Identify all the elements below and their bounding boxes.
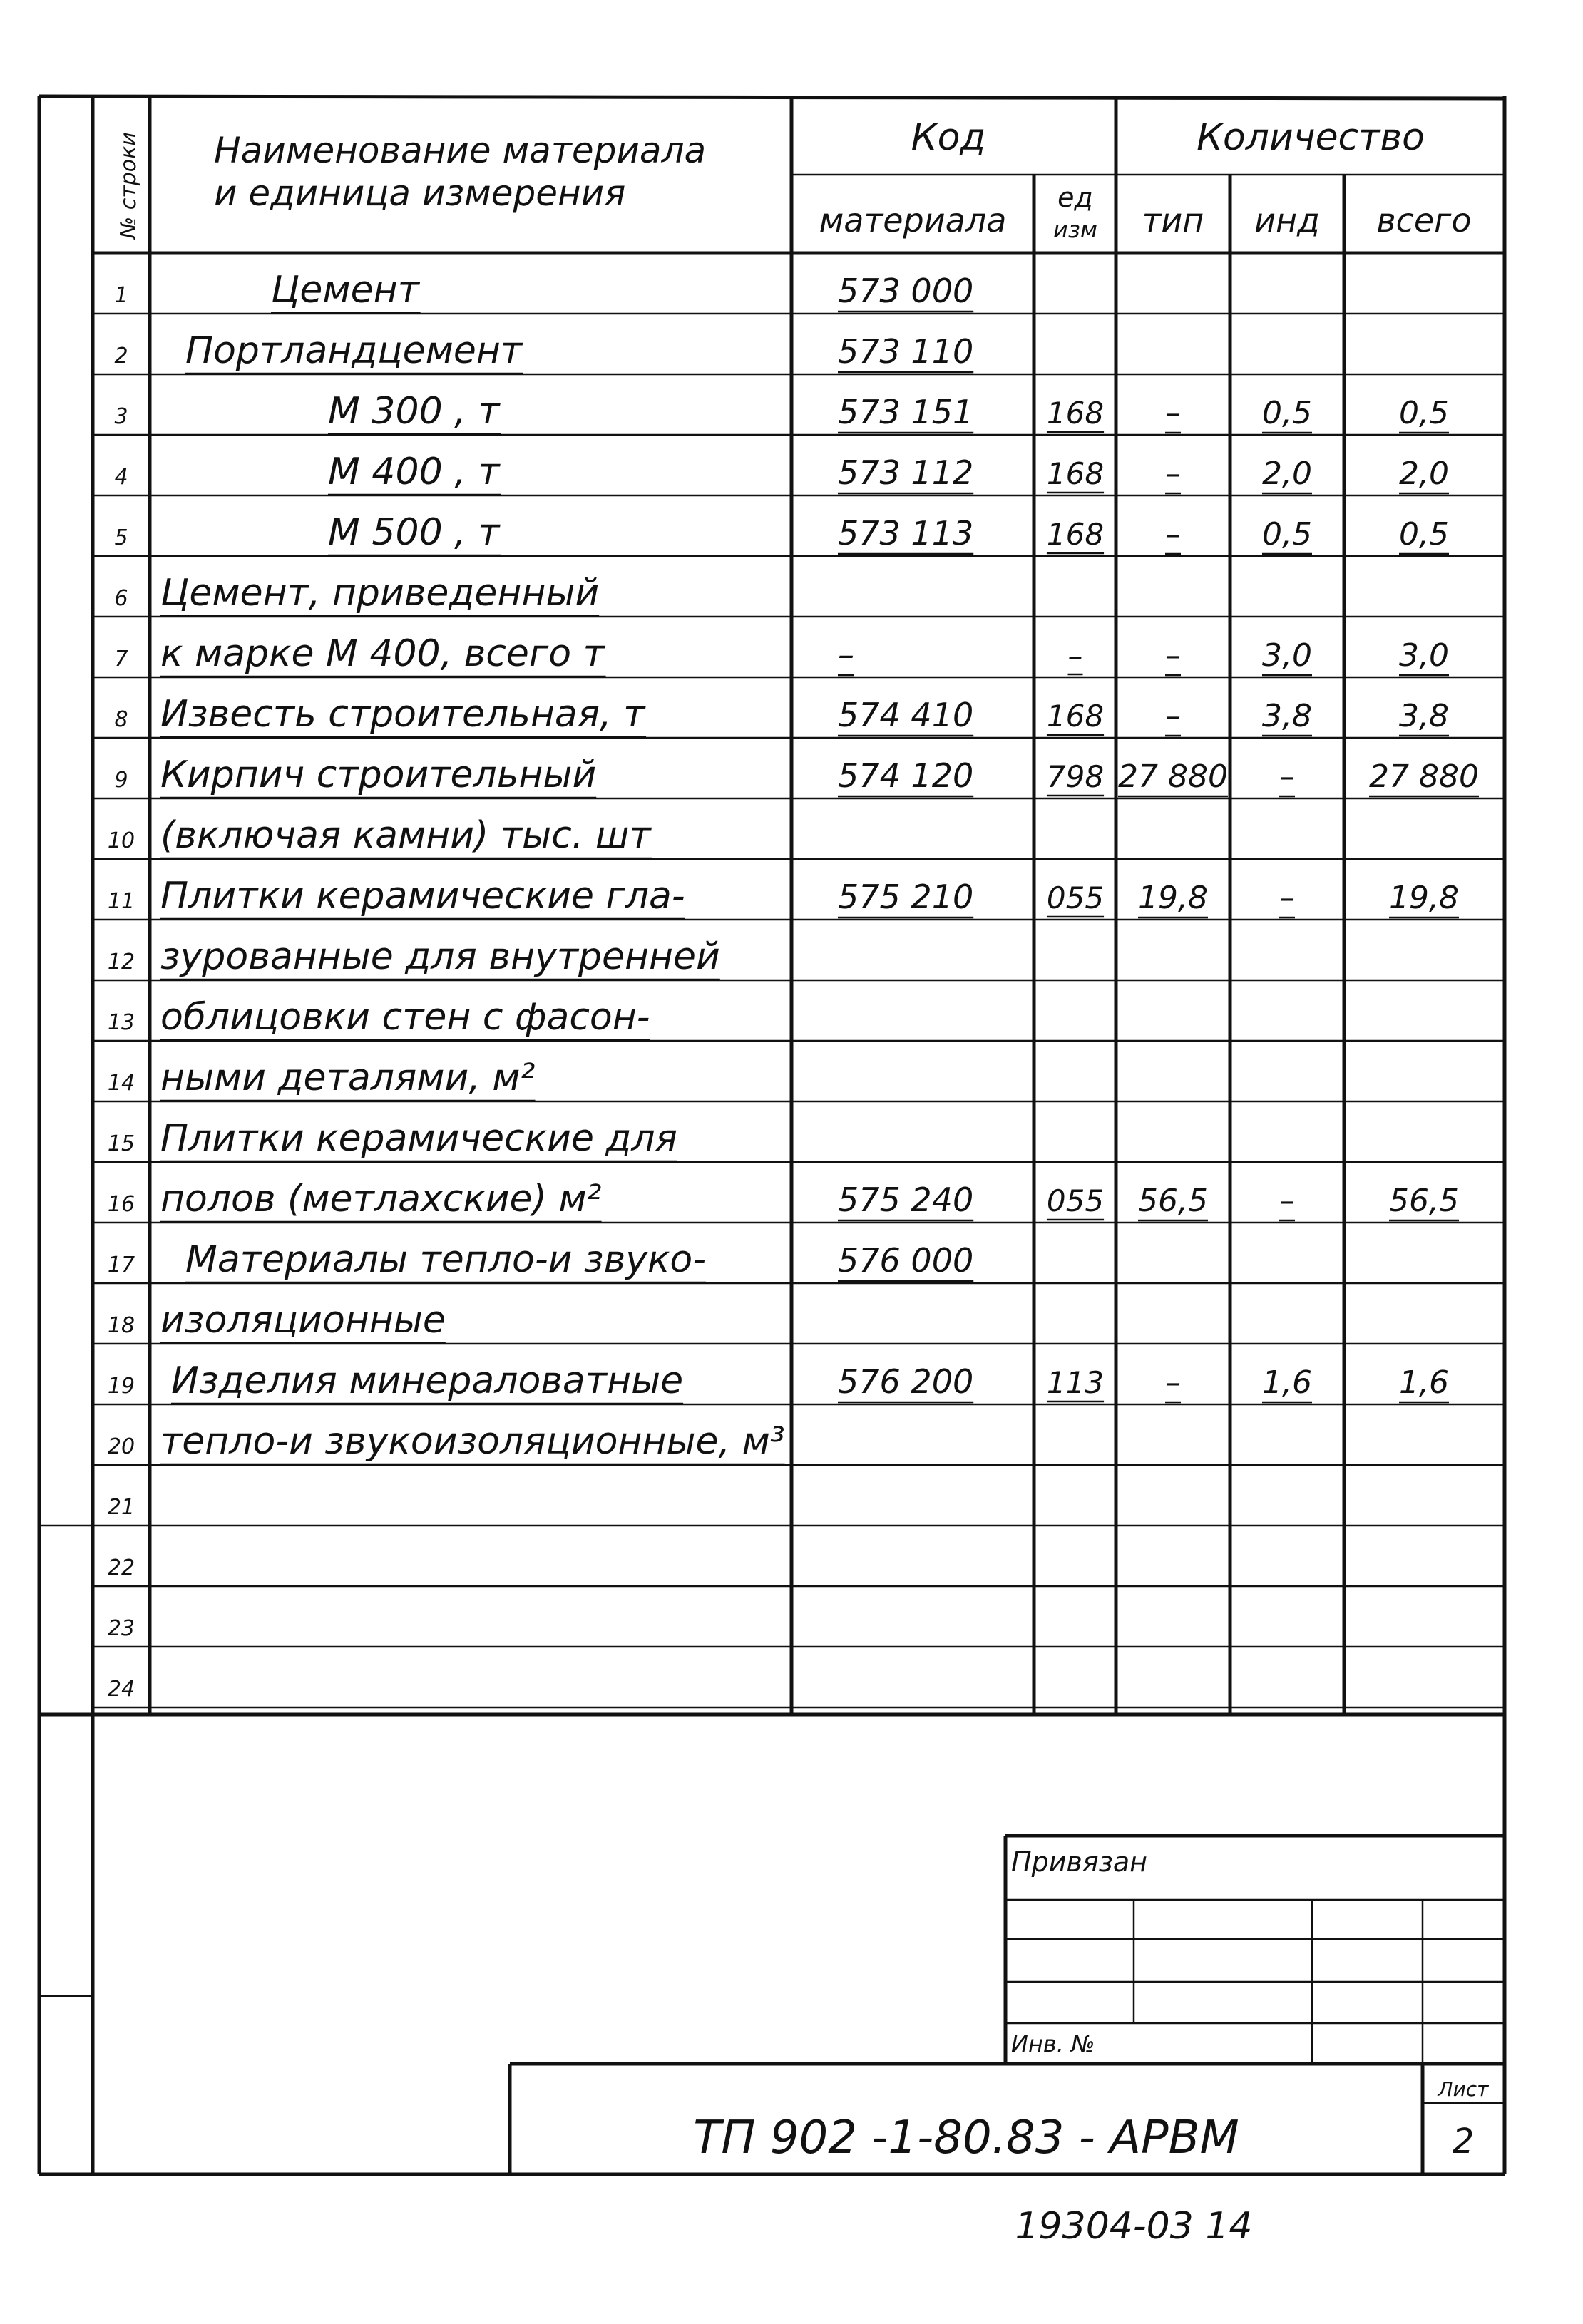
cell-ind: –	[1279, 1183, 1295, 1219]
cell-n: 17	[107, 1253, 135, 1277]
cell-n: 2	[114, 344, 128, 369]
table-row	[108, 1117, 677, 1161]
cell-name: (включая камни) тыс. шт	[160, 814, 651, 857]
inventory-number-label: Инв. №	[1011, 2030, 1095, 2057]
cell-n: 16	[107, 1192, 135, 1217]
cell-name: М 500 , т	[328, 511, 500, 554]
cell-name: полов (метлахские) м²	[160, 1178, 602, 1220]
cell-total: 2,0	[1399, 456, 1449, 492]
table-row	[114, 269, 973, 313]
table-row	[108, 1495, 135, 1520]
table-row	[108, 1056, 536, 1101]
quantity-total-header: всего	[1376, 201, 1472, 240]
cell-tip: –	[1165, 516, 1181, 552]
cell-name: тепло-и звукоизоляционные, м³	[160, 1420, 785, 1463]
cell-unit: 168	[1046, 699, 1105, 734]
cell-tip: –	[1165, 395, 1181, 431]
table-row	[114, 390, 1449, 434]
cell-total: 56,5	[1389, 1183, 1459, 1219]
table-row	[114, 754, 1479, 798]
cell-n: 24	[107, 1677, 135, 1702]
footer-archive-code: 19304-03 14	[1015, 2205, 1253, 2248]
cell-n: 11	[107, 889, 135, 914]
cell-unit: –	[1067, 638, 1083, 673]
cell-name: облицовки стен с фасон-	[160, 996, 650, 1039]
cell-n: 23	[107, 1616, 135, 1641]
cell-ind: 0,5	[1262, 395, 1312, 431]
cell-total: 3,8	[1399, 698, 1449, 734]
table-row	[108, 1556, 135, 1580]
cell-code: 573 112	[838, 453, 974, 492]
cell-code: –	[838, 635, 854, 674]
cell-n: 10	[107, 828, 135, 853]
cell-ind: –	[1279, 880, 1295, 916]
cell-total: 0,5	[1399, 516, 1449, 552]
cell-name: Известь строительная, т	[160, 693, 645, 736]
cell-ind: –	[1279, 759, 1295, 795]
name-header-line2: и единица измерения	[214, 173, 626, 214]
cell-unit: 798	[1046, 759, 1105, 794]
cell-total: 1,6	[1399, 1364, 1449, 1401]
cell-n: 6	[114, 586, 128, 611]
cell-tip: –	[1165, 637, 1181, 674]
sheet-number: 2	[1452, 2122, 1475, 2161]
cell-ind: 1,6	[1262, 1364, 1312, 1401]
attached-label: Привязан	[1011, 1846, 1147, 1878]
cell-ind: 0,5	[1262, 516, 1312, 552]
cell-name: зурованные для внутренней	[160, 935, 720, 978]
cell-total: 3,0	[1399, 637, 1449, 674]
cell-n: 13	[107, 1010, 135, 1035]
table-row	[114, 511, 1449, 555]
cell-n: 9	[114, 768, 128, 793]
cell-tip: –	[1165, 1364, 1181, 1401]
cell-code: 576 000	[838, 1241, 974, 1280]
cell-name: Цемент, приведенный	[160, 572, 600, 615]
cell-n: 12	[107, 950, 135, 975]
document-designation: ТП 902 -1-80.83 - АРВМ	[693, 2112, 1239, 2164]
cell-name: ными деталями, м²	[160, 1056, 536, 1099]
cell-total: 0,5	[1399, 395, 1449, 431]
cell-name: Кирпич строительный	[160, 754, 597, 796]
table-row	[108, 1420, 785, 1464]
table-row	[108, 875, 1459, 919]
cell-n: 7	[114, 647, 128, 672]
cell-n: 3	[114, 404, 128, 429]
cell-n: 21	[107, 1495, 135, 1520]
title-block	[510, 1836, 1505, 2174]
cell-n: 4	[114, 465, 128, 490]
cell-unit: 113	[1046, 1365, 1105, 1400]
cell-tip: 27 880	[1118, 759, 1228, 795]
cell-unit: 168	[1046, 396, 1105, 431]
cell-unit: 055	[1046, 880, 1105, 915]
table-row	[108, 935, 720, 980]
sheet-label: Лист	[1438, 2077, 1489, 2101]
cell-code: 575 210	[838, 878, 974, 916]
table-row	[108, 1616, 135, 1641]
table-row	[114, 632, 1449, 677]
table-row	[108, 1677, 135, 1702]
cell-code: 574 410	[838, 696, 974, 734]
cell-code: 576 200	[838, 1362, 974, 1401]
table-row	[108, 1178, 1459, 1222]
cell-ind: 3,8	[1262, 698, 1312, 734]
cell-n: 1	[114, 283, 128, 308]
cell-n: 5	[114, 525, 128, 550]
cell-name: Плитки керамические гла-	[160, 875, 685, 917]
table-row	[108, 1238, 973, 1282]
cell-tip: –	[1165, 698, 1181, 734]
table-row	[114, 572, 599, 616]
cell-code: 573 151	[838, 393, 974, 431]
table-row	[108, 1299, 446, 1343]
cell-n: 22	[107, 1556, 135, 1580]
quantity-ind-header: инд	[1254, 201, 1320, 240]
cell-n: 15	[107, 1131, 135, 1156]
cell-ind: 2,0	[1262, 456, 1312, 492]
cell-name: Материалы тепло-и звуко-	[185, 1238, 706, 1281]
cell-tip: 56,5	[1138, 1183, 1208, 1219]
unit-header-line1: ед	[1057, 182, 1093, 213]
row-number-header: № строки	[116, 132, 141, 239]
name-header-line1: Наименование материала	[214, 130, 707, 171]
table-row	[108, 996, 650, 1040]
cell-code: 574 120	[838, 756, 974, 795]
table-row	[114, 693, 1449, 737]
cell-name: Изделия минераловатные	[171, 1359, 684, 1402]
cell-name: Цемент	[271, 269, 419, 312]
table-row	[108, 814, 652, 858]
cell-name: М 400 , т	[328, 451, 500, 493]
cell-total: 27 880	[1369, 759, 1479, 795]
cell-code: 573 000	[838, 272, 974, 310]
quantity-type-header: тип	[1142, 201, 1204, 240]
cell-code: 573 110	[838, 332, 974, 371]
cell-unit: 168	[1046, 517, 1105, 552]
cell-total: 19,8	[1389, 880, 1459, 916]
code-material-header: материала	[819, 201, 1007, 240]
cell-tip: –	[1165, 456, 1181, 492]
cell-unit: 055	[1046, 1183, 1105, 1218]
cell-n: 18	[107, 1313, 135, 1338]
cell-n: 20	[107, 1434, 135, 1459]
table-header	[116, 116, 1472, 243]
code-group-header: Код	[911, 116, 986, 159]
cell-code: 575 240	[838, 1181, 974, 1219]
cell-unit: 168	[1046, 456, 1105, 491]
cell-name: к марке М 400, всего т	[160, 632, 605, 675]
cell-name: Плитки керамические для	[160, 1117, 677, 1160]
table-row	[114, 329, 973, 374]
quantity-group-header: Количество	[1197, 116, 1425, 159]
cell-ind: 3,0	[1262, 637, 1312, 674]
unit-header-line2: изм	[1053, 216, 1097, 243]
cell-name: Портландцемент	[185, 329, 523, 372]
cell-name: изоляционные	[160, 1299, 446, 1342]
cell-name: М 300 , т	[328, 390, 500, 433]
cell-tip: 19,8	[1138, 880, 1208, 916]
table-row	[114, 451, 1449, 495]
cell-code: 573 113	[838, 514, 974, 552]
cell-n: 8	[114, 707, 128, 732]
cell-n: 14	[107, 1071, 135, 1096]
table-row	[108, 1359, 1449, 1404]
cell-n: 19	[107, 1374, 135, 1399]
